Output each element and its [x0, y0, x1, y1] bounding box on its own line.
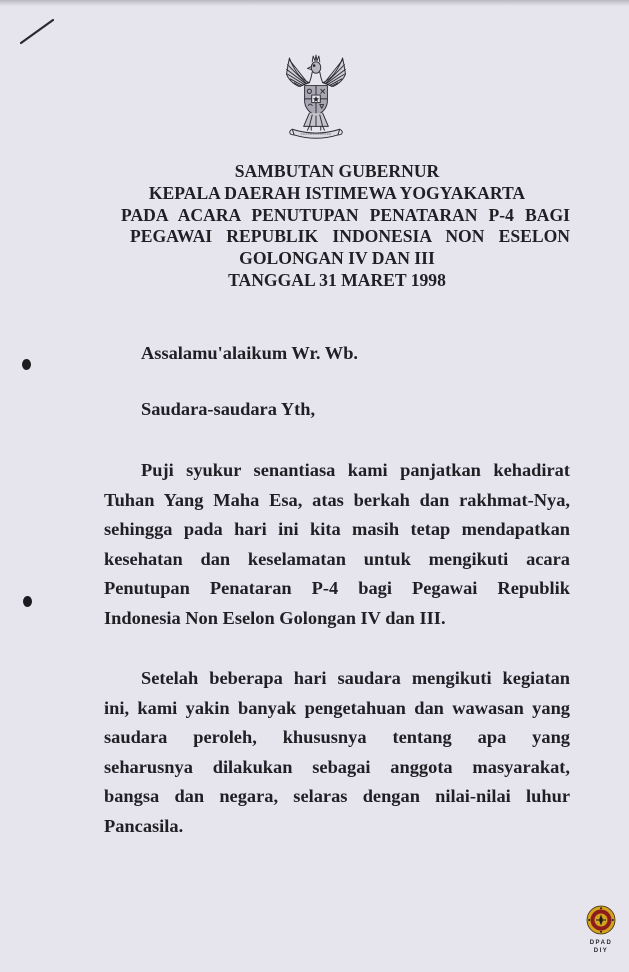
paragraph-line: Pancasila. — [104, 815, 184, 836]
paragraph-line: saudara peroleh, khususnya tentang apa yang — [104, 727, 570, 748]
punch-hole-icon — [23, 596, 32, 607]
garuda-pancasila-emblem-icon — [278, 53, 354, 139]
salutation: Assalamu'alaikum Wr. Wb. — [141, 343, 359, 363]
paragraph-line: Tuhan Yang Maha Esa, atas berkah dan rakhmat-Nya, — [104, 489, 570, 510]
title-line: KEPALA DAERAH ISTIMEWA YOGYAKARTA — [148, 182, 526, 203]
paragraph-line: Puji syukur senantiasa kami panjatkan kehadirat — [141, 460, 570, 480]
logo-text-line: DIY — [593, 948, 609, 954]
page-top-edge-shadow — [0, 0, 629, 6]
title-line: SAMBUTAN GUBERNUR — [234, 161, 440, 181]
paragraph-1 — [104, 456, 570, 634]
logo-text-line: DPAD — [589, 940, 613, 946]
title-line: PEGAWAI REPUBLIK INDONESIA NON ESELON — [130, 226, 570, 247]
paragraph-line: seharusnya dilakukan sebagai anggota masyarakat, — [104, 756, 570, 777]
title-line: PADA ACARA PENUTUPAN PENATARAN P-4 BAGI — [121, 204, 570, 225]
audience-address: Saudara-saudara Yth, — [141, 399, 316, 419]
paragraph-line: Indonesia Non Eselon Golongan IV dan III. — [104, 607, 446, 628]
title-date-line: TANGGAL 31 MARET 1998 — [228, 269, 446, 290]
dpad-diy-logo — [584, 905, 618, 955]
pen-stroke-mark-icon — [14, 14, 60, 50]
dpad-diy-logo-icon — [586, 905, 616, 935]
paragraph-line: bangsa dan negara, selaras dengan nilai-nilai luhur — [104, 786, 570, 807]
punch-hole-icon — [22, 359, 31, 370]
paragraph-line: Setelah beberapa hari saudara mengikuti kegiatan — [141, 668, 570, 688]
paragraph-line: sehingga pada hari ini kita masih tetap mendapatkan — [104, 519, 570, 540]
paragraph-line: Penutupan Penataran P-4 bagi Pegawai Republik — [104, 578, 570, 599]
speech-title — [104, 161, 570, 292]
paragraph-line: ini, kami yakin banyak pengetahuan dan wawasan yang — [104, 697, 570, 718]
paragraph-line: kesehatan dan keselamatan untuk mengikuti acara — [104, 548, 570, 569]
title-line: GOLONGAN IV DAN III — [239, 248, 435, 269]
paragraph-2 — [104, 664, 570, 842]
